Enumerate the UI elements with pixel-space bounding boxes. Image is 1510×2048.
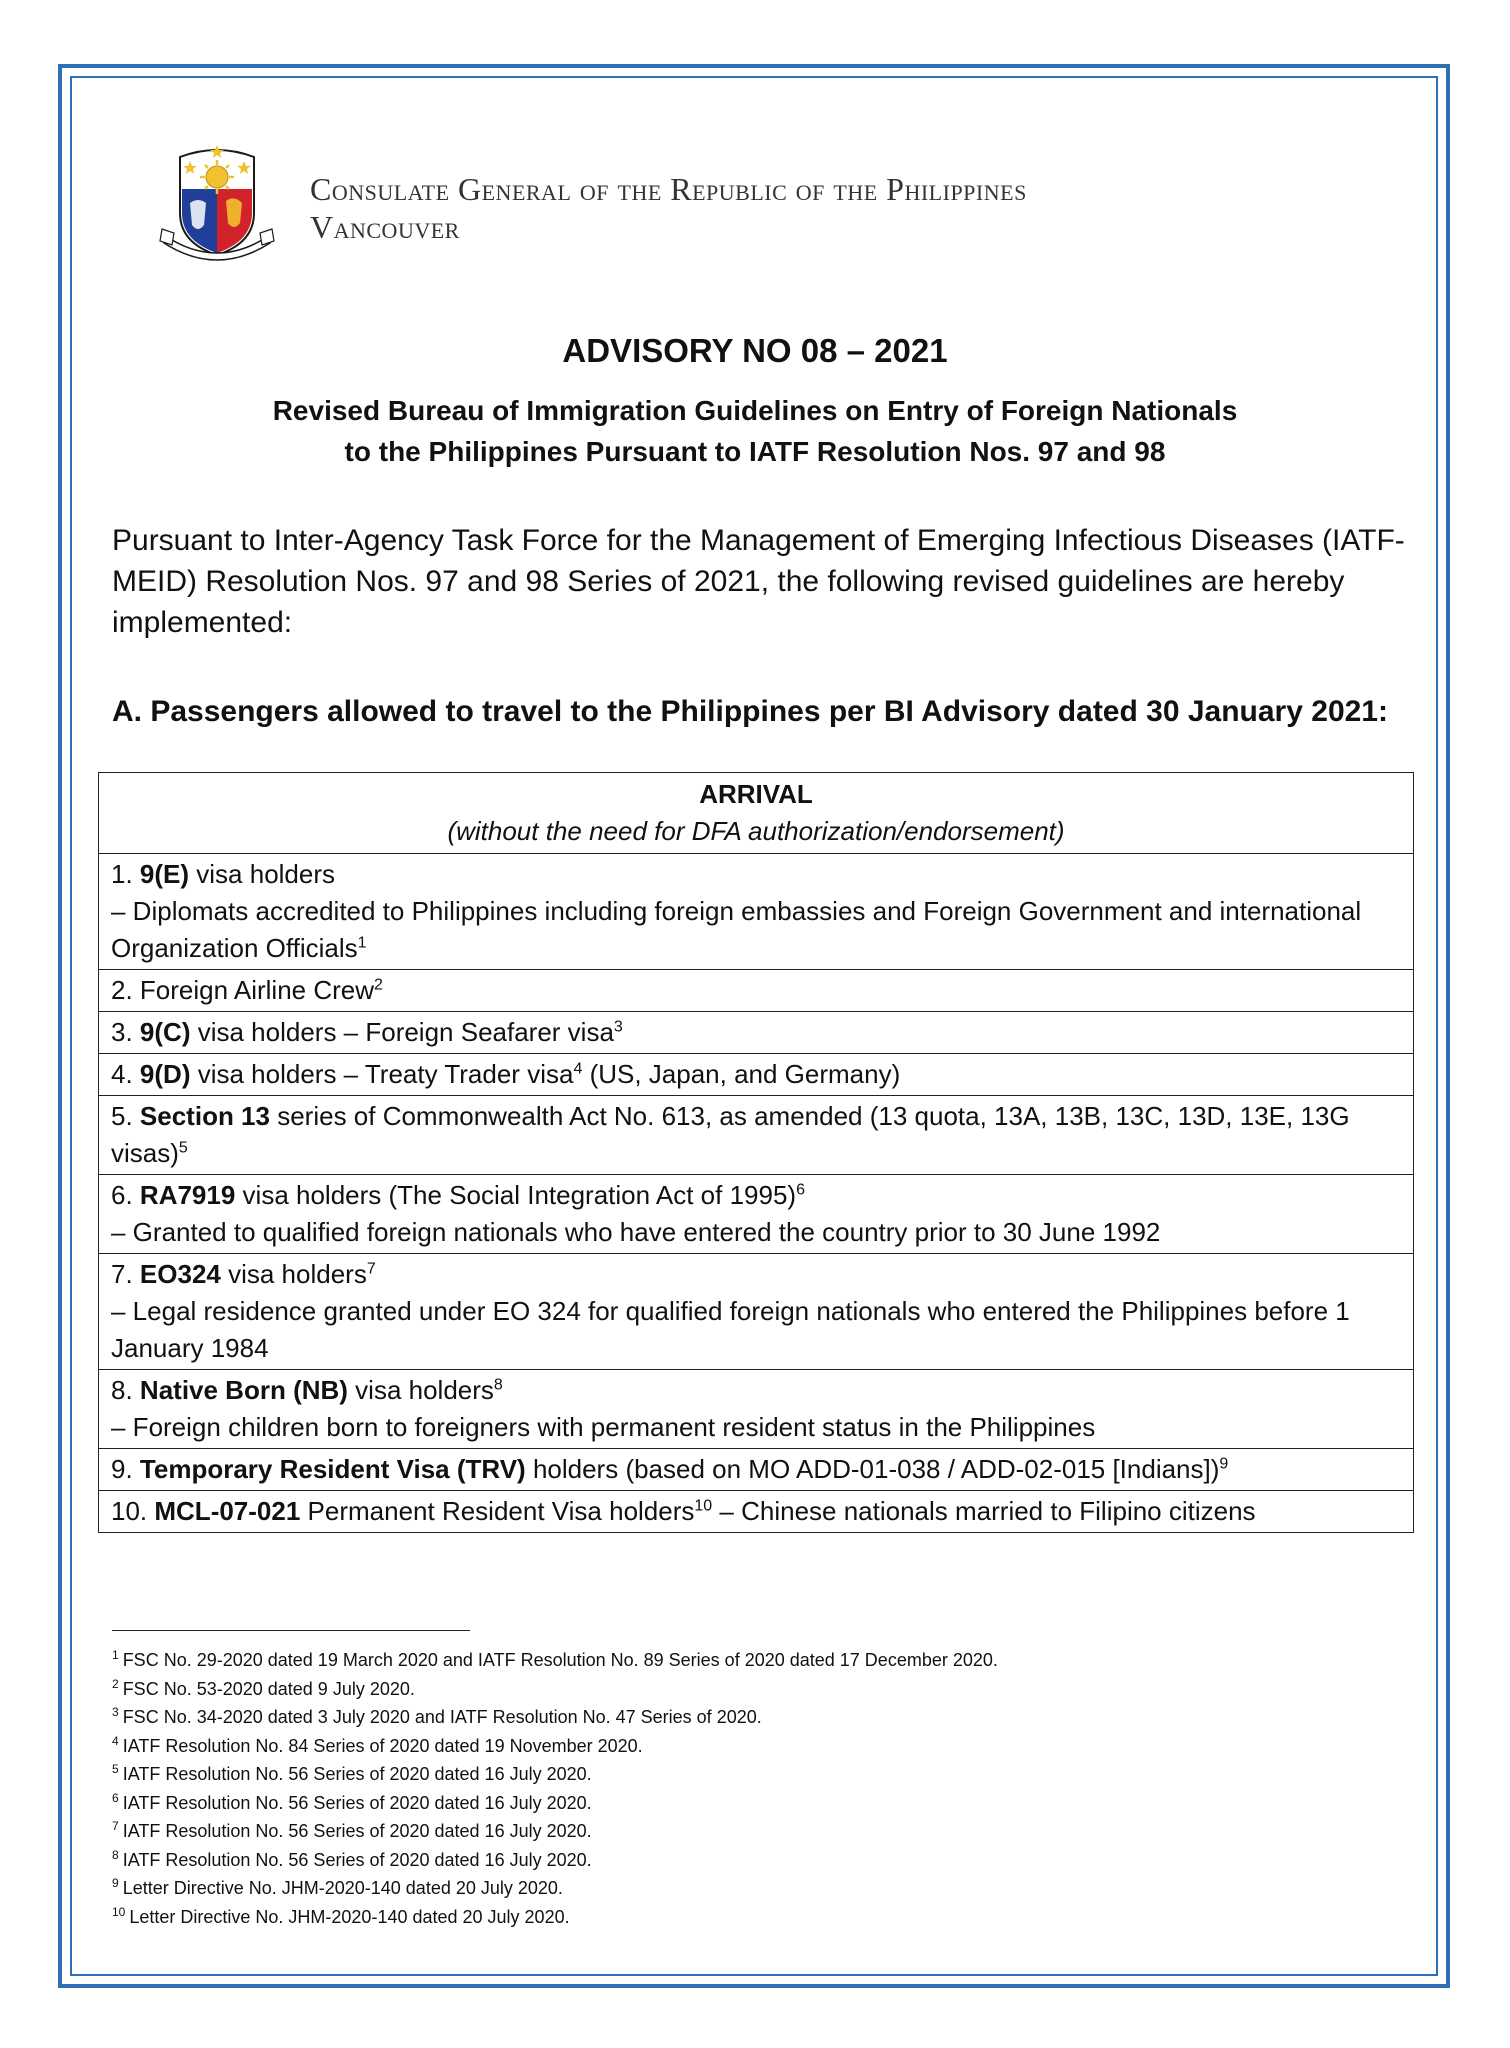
row-text: visa holders – Treaty Trader visa <box>190 1059 574 1089</box>
row-number: 9. <box>111 1454 140 1484</box>
table-row <box>99 1054 1414 1096</box>
row-number: 1. <box>111 859 140 889</box>
footnote-text: FSC No. 34-2020 dated 3 July 2020 and IATF Resolution No. 47 Series of 2020. <box>122 1707 762 1727</box>
row-main-line <box>111 1098 1401 1172</box>
arrival-table <box>98 772 1414 1533</box>
row-visa-type: RA7919 <box>139 1180 236 1210</box>
table-cell <box>99 1175 1414 1254</box>
footnote-ref: 9 <box>1219 1455 1229 1473</box>
footnote <box>112 1760 998 1789</box>
footnote-ref: 6 <box>796 1181 805 1199</box>
footnote-text: Letter Directive No. JHM-2020-140 dated 20 July 2020. <box>122 1878 563 1898</box>
row-detail-text: – Diplomats accredited to Philippines including foreign embassies and Foreign Government and international Organization Officials <box>111 896 1362 963</box>
table-row <box>99 1096 1414 1175</box>
arrival-rows <box>99 854 1414 1533</box>
footnote-number: 2 <box>112 1676 119 1691</box>
footnote-ref: 8 <box>493 1376 503 1394</box>
row-main-line <box>111 1177 1401 1214</box>
footnote-ref: 1 <box>357 934 367 952</box>
table-cell <box>99 854 1414 970</box>
footnote-text: FSC No. 53-2020 dated 9 July 2020. <box>122 1678 415 1699</box>
table-row <box>99 1449 1414 1491</box>
footnote <box>112 1732 998 1761</box>
footnote-text: IATF Resolution No. 84 Series of 2020 dated 19 November 2020. <box>122 1735 643 1756</box>
footnote-ref: 5 <box>178 1139 188 1157</box>
philippine-coat-of-arms-icon <box>158 143 276 269</box>
table-header-note: (without the need for DFA authorization/endorsement) <box>447 816 1065 846</box>
row-text: Foreign Airline Crew <box>139 975 375 1005</box>
row-visa-type: Native Born (NB) <box>139 1375 348 1405</box>
footnote-ref: 7 <box>366 1260 376 1278</box>
row-number: 4. <box>111 1059 140 1089</box>
row-number: 3. <box>111 1017 140 1047</box>
row-main-line <box>111 1256 1401 1293</box>
row-detail-text: – Granted to qualified foreign nationals who have entered the country prior to 30 June 1992 <box>111 1217 1161 1247</box>
row-main-line <box>111 972 1401 1009</box>
table-cell <box>99 1449 1414 1491</box>
advisory-title: ADVISORY NO 08 – 2021 <box>562 332 948 369</box>
row-text: visa holders – Foreign Seafarer visa <box>190 1017 614 1047</box>
row-main-line <box>111 1493 1401 1530</box>
section-a-heading: A. Passengers allowed to travel to the Philippines per BI Advisory dated 30 January 2021: <box>112 695 1388 728</box>
consulate-header <box>310 170 1027 246</box>
table-header <box>99 773 1414 854</box>
row-visa-type: EO324 <box>139 1259 221 1289</box>
row-visa-type: Temporary Resident Visa (TRV) <box>139 1454 526 1484</box>
row-visa-type: 9(D) <box>139 1059 191 1089</box>
row-number: 5. <box>111 1101 140 1131</box>
footnote-number: 5 <box>112 1762 119 1776</box>
row-text: visa holders <box>347 1375 494 1405</box>
footnote <box>112 1903 998 1932</box>
table-cell <box>99 1012 1414 1054</box>
footnote-ref: 3 <box>613 1018 623 1036</box>
row-visa-type: 9(E) <box>139 859 190 889</box>
footnote-number: 3 <box>112 1705 119 1719</box>
row-detail <box>111 1293 1401 1367</box>
row-main-line <box>111 1451 1401 1488</box>
table-row <box>99 970 1414 1012</box>
row-number: 8. <box>111 1375 140 1405</box>
footnote <box>112 1789 998 1818</box>
row-detail <box>111 1409 1401 1446</box>
consulate-name: Consulate General of the Republic of the Philippines <box>310 171 1027 207</box>
footnote-number: 4 <box>112 1733 119 1748</box>
row-main-line <box>111 1014 1401 1051</box>
table-cell <box>99 1491 1414 1533</box>
footnote-number: 8 <box>112 1847 119 1862</box>
row-number: 6. <box>111 1180 140 1210</box>
row-main-line <box>111 1056 1401 1093</box>
row-text-after: (US, Japan, and Germany) <box>582 1059 901 1089</box>
footnote-number: 9 <box>112 1876 119 1890</box>
table-row <box>99 1254 1414 1370</box>
row-number: 7. <box>111 1259 140 1289</box>
footnote <box>112 1846 998 1875</box>
table-cell <box>99 1254 1414 1370</box>
row-text: visa holders <box>220 1259 367 1289</box>
footnotes <box>112 1646 998 1931</box>
row-main-line <box>111 856 1401 893</box>
footnote <box>112 1817 998 1846</box>
row-detail <box>111 893 1401 967</box>
footnote-number: 7 <box>112 1819 119 1833</box>
footnote-ref: 4 <box>573 1060 583 1078</box>
table-cell <box>99 970 1414 1012</box>
table-row <box>99 1370 1414 1449</box>
row-text: visa holders <box>189 859 336 889</box>
footnote-number: 1 <box>112 1648 119 1662</box>
table-cell <box>99 1370 1414 1449</box>
table-row <box>99 1491 1414 1533</box>
footnote-text: IATF Resolution No. 56 Series of 2020 dated 16 July 2020. <box>122 1792 592 1813</box>
footnote-ref: 2 <box>374 976 383 994</box>
row-text: visa holders (The Social Integration Act of 1995) <box>235 1180 797 1210</box>
row-detail-text: – Foreign children born to foreigners with permanent resident status in the Philippines <box>111 1412 1096 1442</box>
footnote <box>112 1646 998 1675</box>
consulate-city: Vancouver <box>310 209 460 245</box>
footnote <box>112 1675 998 1704</box>
table-cell <box>99 1054 1414 1096</box>
intro-paragraph: Pursuant to Inter-Agency Task Force for the Management of Emerging Infectious Diseases (IATF-MEID) Resolution Nos. 97 and 98 Series of 2021, the following revised guidelines are hereby implemented: <box>112 524 1405 639</box>
table-row <box>99 1175 1414 1254</box>
subtitle-line-2: to the Philippines Pursuant to IATF Resolution Nos. 97 and 98 <box>344 436 1166 467</box>
row-detail <box>111 1214 1401 1251</box>
footnote-ref: 10 <box>694 1497 713 1515</box>
row-number: 2. <box>111 975 140 1005</box>
table-row <box>99 854 1414 970</box>
row-detail-text: – Legal residence granted under EO 324 for qualified foreign nationals who entered the Philippines before 1 January 1984 <box>111 1296 1350 1363</box>
footnote <box>112 1703 998 1732</box>
row-text: holders (based on MO ADD-01-038 / ADD-02-015 [Indians]) <box>525 1454 1220 1484</box>
footnote-number: 10 <box>112 1904 126 1919</box>
footnote-text: Letter Directive No. JHM-2020-140 dated 20 July 2020. <box>129 1906 570 1927</box>
row-text: Permanent Resident Visa holders <box>300 1496 695 1526</box>
table-cell <box>99 1096 1414 1175</box>
footnote <box>112 1874 998 1903</box>
table-row <box>99 1012 1414 1054</box>
footnote-number: 6 <box>112 1790 119 1805</box>
row-visa-type: Section 13 <box>139 1101 270 1131</box>
table-header-title: ARRIVAL <box>699 779 813 809</box>
advisory-subtitle <box>0 390 1510 472</box>
row-text: series of Commonwealth Act No. 613, as amended (13 quota, 13A, 13B, 13C, 13D, 13E, 13G visas) <box>111 1101 1350 1168</box>
row-text-after: – Chinese nationals married to Filipino citizens <box>712 1496 1256 1526</box>
row-visa-type: MCL-07-021 <box>154 1496 301 1526</box>
subtitle-line-1: Revised Bureau of Immigration Guidelines on Entry of Foreign Nationals <box>272 395 1238 426</box>
footnote-text: IATF Resolution No. 56 Series of 2020 dated 16 July 2020. <box>122 1821 592 1841</box>
row-main-line <box>111 1372 1401 1409</box>
footnote-text: IATF Resolution No. 56 Series of 2020 dated 16 July 2020. <box>122 1849 592 1870</box>
row-number: 10. <box>111 1496 155 1526</box>
footnote-divider <box>112 1630 470 1631</box>
row-visa-type: 9(C) <box>139 1017 191 1047</box>
table-header-row <box>99 773 1414 854</box>
footnote-text: FSC No. 29-2020 dated 19 March 2020 and IATF Resolution No. 89 Series of 2020 dated 17 December 2020. <box>122 1650 998 1670</box>
footnote-text: IATF Resolution No. 56 Series of 2020 dated 16 July 2020. <box>122 1764 592 1784</box>
